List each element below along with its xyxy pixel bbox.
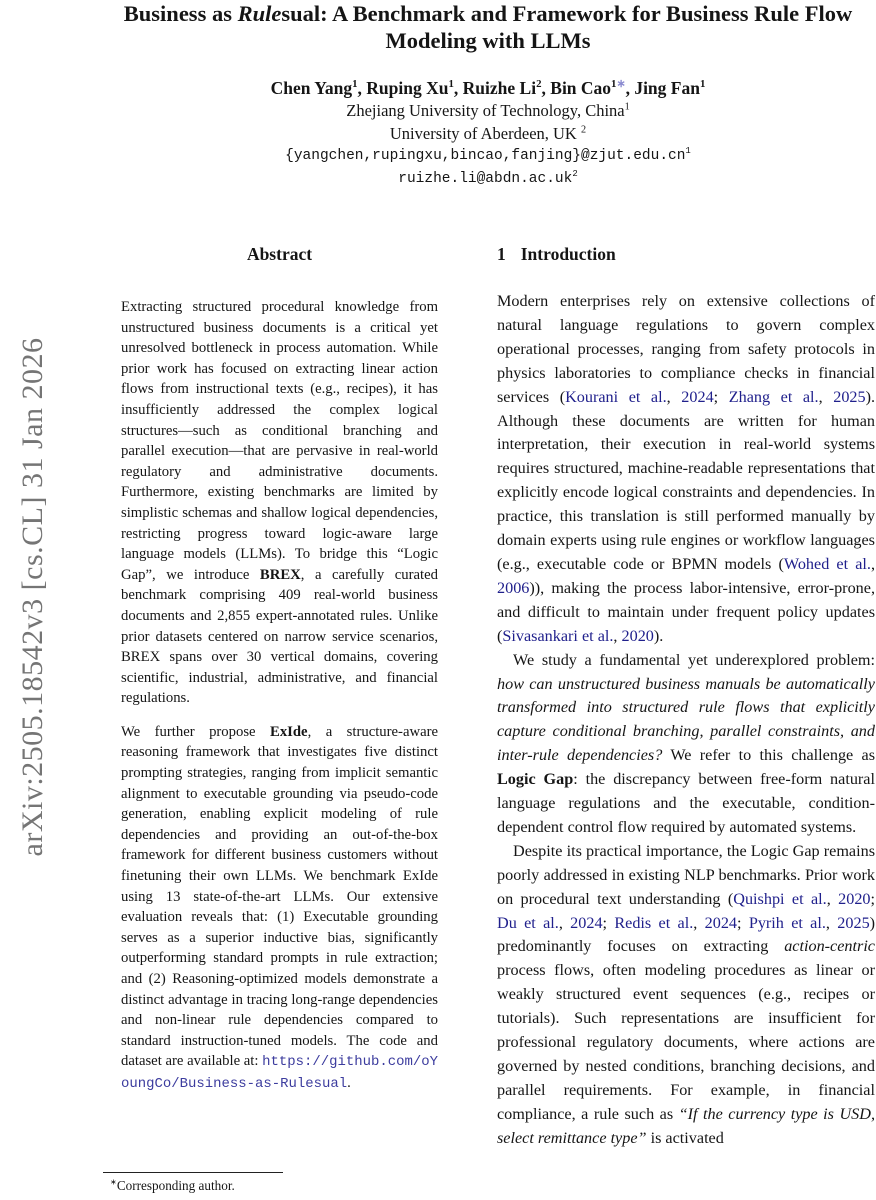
citation-link[interactable]: Kourani et al. xyxy=(565,387,667,406)
text-segment: ; xyxy=(602,913,615,932)
citation-link[interactable]: 2006 xyxy=(497,578,530,597)
text-segment: University of Aberdeen, UK xyxy=(389,123,581,143)
citation-link[interactable]: Du et al. xyxy=(497,913,559,932)
text-segment: 2 xyxy=(580,124,587,135)
author-header xyxy=(100,76,876,191)
text-segment: ExIde xyxy=(270,723,308,740)
text-segment: “If the currency type is USD, select remittance type” xyxy=(497,1104,875,1147)
text-segment: 1 xyxy=(624,101,630,113)
intro-paragraph-3 xyxy=(497,840,875,1151)
text-segment: , a carefully curated benchmark comprising 409 real-world business documents and 2,855 expert-annotated rules. Unlike prior datasets centered on narrow service scenarios, BREX spans over 30 vertical domains, covering scientific, industrial, administrative, and financial regulations. xyxy=(121,566,438,707)
section-number: 1 xyxy=(497,244,506,264)
intro-paragraph-1 xyxy=(497,290,875,649)
text-segment: Extracting structured procedural knowledge from unstructured business documents is a critical yet unresolved bottleneck in process automation. While prior work has focused on extracting linear action flows from instructional texts (e.g., recipes), it has insufficiently addressed the complex logical structures—such as conditional branching and parallel execution—that are pervasive in real-world regulatory and administrative documents. Furthermore, existing benchmarks are limited by simplistic schemas and shallow logical dependencies, restricting progress toward logic-aware large language models (LLMs). To bridge this “Logic Gap”, we introduce xyxy=(121,299,438,583)
footnote-label: Corresponding author. xyxy=(116,1178,235,1193)
text-segment: , xyxy=(357,78,367,98)
text-segment: We refer to this challenge as xyxy=(662,746,876,765)
footnote-rule xyxy=(103,1172,283,1173)
text-segment: , xyxy=(666,387,682,406)
text-segment: 2 xyxy=(536,78,542,91)
text-segment: ; xyxy=(737,913,749,932)
text-segment: 1 xyxy=(448,78,454,91)
text-segment: Chen Yang xyxy=(270,78,353,98)
text-segment: )), making the process labor-intensive, error-prone, and difficult to maintain under frequent policy updates ( xyxy=(497,578,875,645)
citation-link[interactable]: 2020 xyxy=(621,626,654,645)
citation-link[interactable]: 2024 xyxy=(681,387,714,406)
citation-link[interactable]: Zhang et al. xyxy=(728,387,819,406)
text-segment: ; xyxy=(870,889,875,908)
text-segment: , xyxy=(818,387,834,406)
paper-title xyxy=(100,1,876,54)
text-segment: Zhejiang University of Technology, China xyxy=(346,101,625,120)
text-segment: . xyxy=(347,1074,351,1091)
text-segment: Ruping Xu xyxy=(366,78,449,98)
text-segment: , xyxy=(558,913,571,932)
text-segment: 1 xyxy=(611,78,617,91)
text-segment: 2 xyxy=(572,169,578,180)
section-heading xyxy=(497,243,875,265)
text-segment: ) predominantly focuses on extracting xyxy=(497,913,876,956)
email-line-1 xyxy=(100,145,876,168)
text-segment: 1 xyxy=(352,78,358,91)
citation-link[interactable]: Wohed et al. xyxy=(783,554,871,573)
text-segment: ruizhe.li@abdn.ac.uk xyxy=(398,171,573,187)
url-link[interactable]: https://github.com/oYoungCo/Business-as-Rulesual xyxy=(121,1054,438,1092)
text-segment: 1 xyxy=(699,78,706,91)
text-segment: ). Although these documents are written for human interpretation, their execution in real-world systems requires structured, machine-readable representations that explicitly encode logical constraints and dependencies. In practice, this translation is still performed manually by domain experts using rule engines or workflow languages (e.g., executable code or BPMN models ( xyxy=(497,387,876,573)
text-segment: , xyxy=(825,913,838,932)
text-segment: Business as xyxy=(123,1,238,26)
text-segment: , xyxy=(613,626,622,645)
text-segment: sual: A Benchmark and Framework for Business Rule Flow Modeling with LLMs xyxy=(281,1,853,53)
text-segment: , xyxy=(826,889,839,908)
citation-link[interactable]: 2024 xyxy=(570,913,603,932)
text-segment: Logic Gap xyxy=(497,770,574,789)
text-segment: how can unstructured business manuals be automatically transformed into structured rule flows that explicitly capture conditional branching, parallel constraints, and inter-rule dependencies? xyxy=(497,674,875,765)
text-segment: Rule xyxy=(237,1,282,26)
text-segment: Despite its practical importance, the Logic Gap remains poorly addressed in existing NLP benchmarks. Prior work on procedural text understanding ( xyxy=(497,841,875,908)
footnote-marker: ∗ xyxy=(110,1177,117,1187)
text-segment: We study a fundamental yet underexplored problem: xyxy=(513,650,875,669)
section-title: Introduction xyxy=(520,244,616,264)
text-segment: , xyxy=(625,78,635,98)
abstract-paragraph-2 xyxy=(121,722,438,1095)
text-segment: Ruizhe Li xyxy=(462,78,537,98)
text-segment: process flows, often modeling procedures as linear or weakly structured event sequences (e.g., recipes or tutorials). Such representations are insufficient for professional regulatory documents, where actions are governed by nested conditions, branching decisions, and parallel requirements. For example, in financial compliance, a rule such as xyxy=(497,961,875,1123)
text-segment: BREX xyxy=(259,566,301,583)
arxiv-watermark: arXiv:2505.18542v3 [cs.CL] 31 Jan 2026 xyxy=(16,337,49,857)
citation-link[interactable]: 2020 xyxy=(838,889,871,908)
text-segment: action-centric xyxy=(784,937,875,956)
citation-link[interactable]: Redis et al. xyxy=(614,913,694,932)
text-segment: : the discrepancy between free-form natural language regulations and the executable, condition-dependent control flow required by automated systems. xyxy=(497,770,875,836)
citation-link[interactable]: 2025 xyxy=(837,913,870,932)
introduction-body xyxy=(497,290,875,1151)
footnote xyxy=(103,1172,460,1194)
text-segment: ). xyxy=(653,626,664,645)
text-segment: , xyxy=(693,913,705,932)
citation-link[interactable]: Sivasankari et al. xyxy=(502,626,614,645)
intro-paragraph-2 xyxy=(497,649,875,840)
left-column xyxy=(103,243,460,1095)
text-segment: ; xyxy=(713,387,729,406)
citation-link[interactable]: 2025 xyxy=(833,387,866,406)
right-column xyxy=(497,243,875,1151)
text-segment: , xyxy=(870,554,875,573)
text-segment: , xyxy=(541,78,551,98)
text-segment: Modern enterprises rely on extensive collections of natural language regulations to govern complex operational processes, ranging from safety protocols in physics laboratories to compliance checks in financial services ( xyxy=(497,292,875,406)
author-line xyxy=(100,76,876,100)
abstract-heading: Abstract xyxy=(246,244,313,264)
citation-link[interactable]: 2024 xyxy=(704,913,737,932)
text-segment: , xyxy=(453,78,463,98)
affiliation-2 xyxy=(100,123,876,146)
footnote-text xyxy=(103,1177,460,1194)
text-segment: 1 xyxy=(685,146,691,157)
text-segment: is activated xyxy=(646,1128,724,1147)
text-segment: , a structure-aware reasoning framework that investigates five distinct prompting strategies, ranging from implicit semantic alignment to executable grounding via pseudo-code generation, enabling explicit modeling of rule dependencies and providing an out-of-the-box framework for different business customers without finetuning their own LLMs. We benchmark ExIde using 13 state-of-the-art LLMs. Our extensive evaluation reveals that: (1) Executable grounding serves as a superior inductive bias, significantly outperforming standard prompts in rule extraction; and (2) Reasoning-optimized models demonstrate a distinct advantage in tracing long-range dependencies and non-linear rule dependencies compared to standard instruction-tuned models. The code and dataset are available at: xyxy=(121,723,438,1070)
citation-link[interactable]: Pyrih et al. xyxy=(748,913,826,932)
email-line-2 xyxy=(100,168,876,191)
text-segment: ∗ xyxy=(616,78,626,91)
affiliation-1 xyxy=(100,100,876,123)
text-segment: Bin Cao xyxy=(550,78,612,98)
text-segment: Jing Fan xyxy=(634,78,700,98)
citation-link[interactable]: Quishpi et al. xyxy=(733,889,827,908)
abstract-paragraph-1 xyxy=(121,297,438,709)
abstract-body xyxy=(121,297,438,1095)
text-segment: {yangchen,rupingxu,bincao,fanjing}@zjut.edu.cn xyxy=(285,148,686,164)
text-segment: We further propose xyxy=(121,723,271,740)
